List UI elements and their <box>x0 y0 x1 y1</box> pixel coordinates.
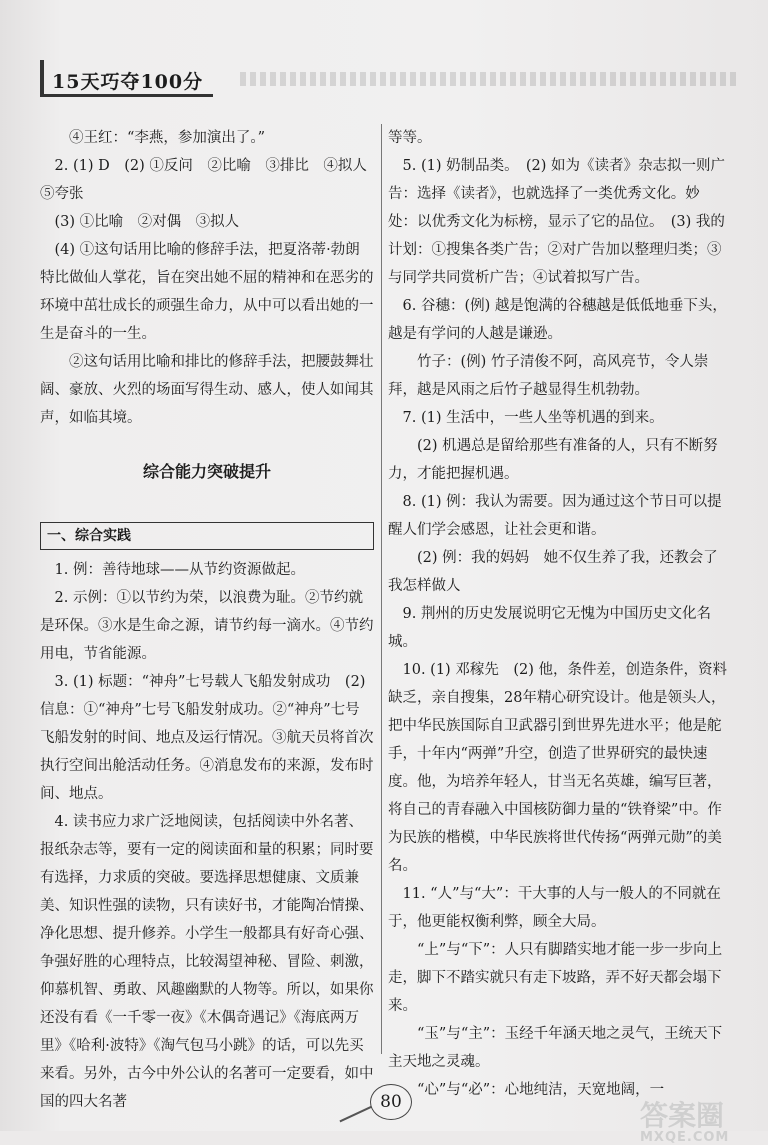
answer-item: 11. “人”与“大”：干大事的人与一般人的不同就在于，他更能权衡利弊，顾全大局。 <box>388 886 721 930</box>
header <box>40 60 740 100</box>
logo-text: 15天巧夺100分 <box>52 71 204 93</box>
answer-line: (4) ①这句话用比喻的修辞手法，把夏洛蒂·勃朗特比做仙人掌花，旨在突出她不屈的精神和在恶劣的环境中茁壮成长的顽强生命力，从中可以看出她的一生是奋斗的一生。 <box>40 242 374 342</box>
answer-item: 5. (1) 奶制品类。 (2) 如为《读者》杂志拟一则广告：选择《读者》，也就选择了一类优秀文化。妙处：以优秀文化为标榜，显示了它的品位。 (3) 我的计划：①搜集各类广告；②对广告加以整理归类；③与同学共同赏析广告；④试着拟写广告。 <box>388 158 725 286</box>
answer-item: (2) 机遇总是留给那些有准备的人，只有不断努力，才能把握机遇。 <box>388 438 718 482</box>
answer-line: 2. (1) D (2) ①反问 ②比喻 ③排比 ④拟人 ⑤夸张 <box>40 158 382 202</box>
answer-item: 4. 读书应力求广泛地阅读，包括阅读中外名著、报纸杂志等，要有一定的阅读面和量的积累；同时要有选择，力求质的突破。要选择思想健康、文质兼美、知识性强的读物，只有读好书，才能陶冶情操、净化思想、提升修养。小学生一般都具有好奇心强、争强好胜的心理特点，比较渴望神秘、冒险、刺激，仰慕机智、勇敢、风趣幽默的人物等。所以，如果你还没有看《一千零一夜》《木偶奇遇记》《海底两万里》《哈利·波特》《淘气包马小跳》的话，可以先买来看。另外，古今中外公认的名著可一定要看，如中国的四大名著 <box>40 814 374 1110</box>
watermark <box>640 1094 729 1145</box>
answer-item: 竹子：(例) 竹子清俊不阿，高风亮节，令人崇拜，越是风雨之后竹子越显得生机勃勃。 <box>388 354 709 398</box>
answer-item: “玉”与“主”：玉经千年涵天地之灵气，王统天下主天地之灵魂。 <box>388 1026 723 1070</box>
section-title: 综合能力突破提升 <box>142 462 271 481</box>
answer-item: 2. 示例：①以节约为荣，以浪费为耻。②节约就是环保。③水是生命之源，请节约每一滴水。④节约用电，节省能源。 <box>40 590 374 662</box>
logo <box>40 60 213 97</box>
watermark-line2: MXQE.COM <box>640 1130 730 1145</box>
answer-item: 1. 例：善待地球——从节约资源做起。 <box>54 562 305 578</box>
answer-item: 10. (1) 邓稼先 (2) 他，条件差，创造条件，资料缺乏，亲自搜集，28年精心研究设计。他是领头人，把中华民族国际自卫武器引到世界先进水平；他是舵手，十年内“两弹”升空，创造了世界研究的最快速度。他，为培养年轻人，甘当无名英雄，编写巨著，将自己的青春融入中国核防御力量的“铁脊梁”中。作为民族的楷模，中华民族将世代传扬“两弹元勋”的美名。 <box>388 662 727 874</box>
answer-item: “心”与“必”：心地纯洁，天宽地阔，一 <box>417 1082 665 1098</box>
answer-item: 3. (1) 标题：“神舟”七号载人飞船发射成功 (2) 信息：①“神舟”七号飞船发射成功。②“神舟”七号飞船发射的时间、地点及运行情况。③航天员将首次执行空间出舱活动任务。④消息发布的来源，发布时间、地点。 <box>40 674 374 802</box>
subsection-heading: 一、综合实践 <box>40 522 374 550</box>
answer-item: 等等。 <box>388 130 432 146</box>
answer-item: “上”与“下”：人只有脚踏实地才能一步一步向上走，脚下不踏实就只有走下坡路，弄不好天都会塌下来。 <box>388 942 723 1014</box>
answer-item: 9. 荆州的历史发展说明它无愧为中国历史文化名城。 <box>388 606 711 650</box>
answer-item: 8. (1) 例：我认为需要。因为通过这个节日可以提醒人们学会感恩，让社会更和谐。 <box>388 494 722 538</box>
watermark-line1: 答案圈 <box>640 1099 725 1132</box>
right-column <box>388 124 728 1104</box>
answer-line: (3) ①比喻 ②对偶 ③拟人 <box>54 214 240 230</box>
left-column <box>40 124 382 1116</box>
page-number: 80 <box>370 1084 412 1120</box>
answer-item: 6. 谷穗：(例) 越是饱满的谷穗越是低低地垂下头，越是有学问的人越是谦逊。 <box>388 298 727 342</box>
answer-line: ④王红：“李燕，参加演出了。” <box>69 130 266 146</box>
column-divider <box>381 124 382 1054</box>
answer-item: (2) 例：我的妈妈 她不仅生养了我，还教会了我怎样做人 <box>388 550 718 594</box>
answer-item: 7. (1) 生活中，一些人坐等机遇的到来。 <box>402 410 664 426</box>
header-decoration <box>240 72 740 86</box>
answer-line: ②这句话用比喻和排比的修辞手法，把腰鼓舞壮阔、豪放、火烈的场面写得生动、感人，使人如闻其声，如临其境。 <box>40 354 374 426</box>
